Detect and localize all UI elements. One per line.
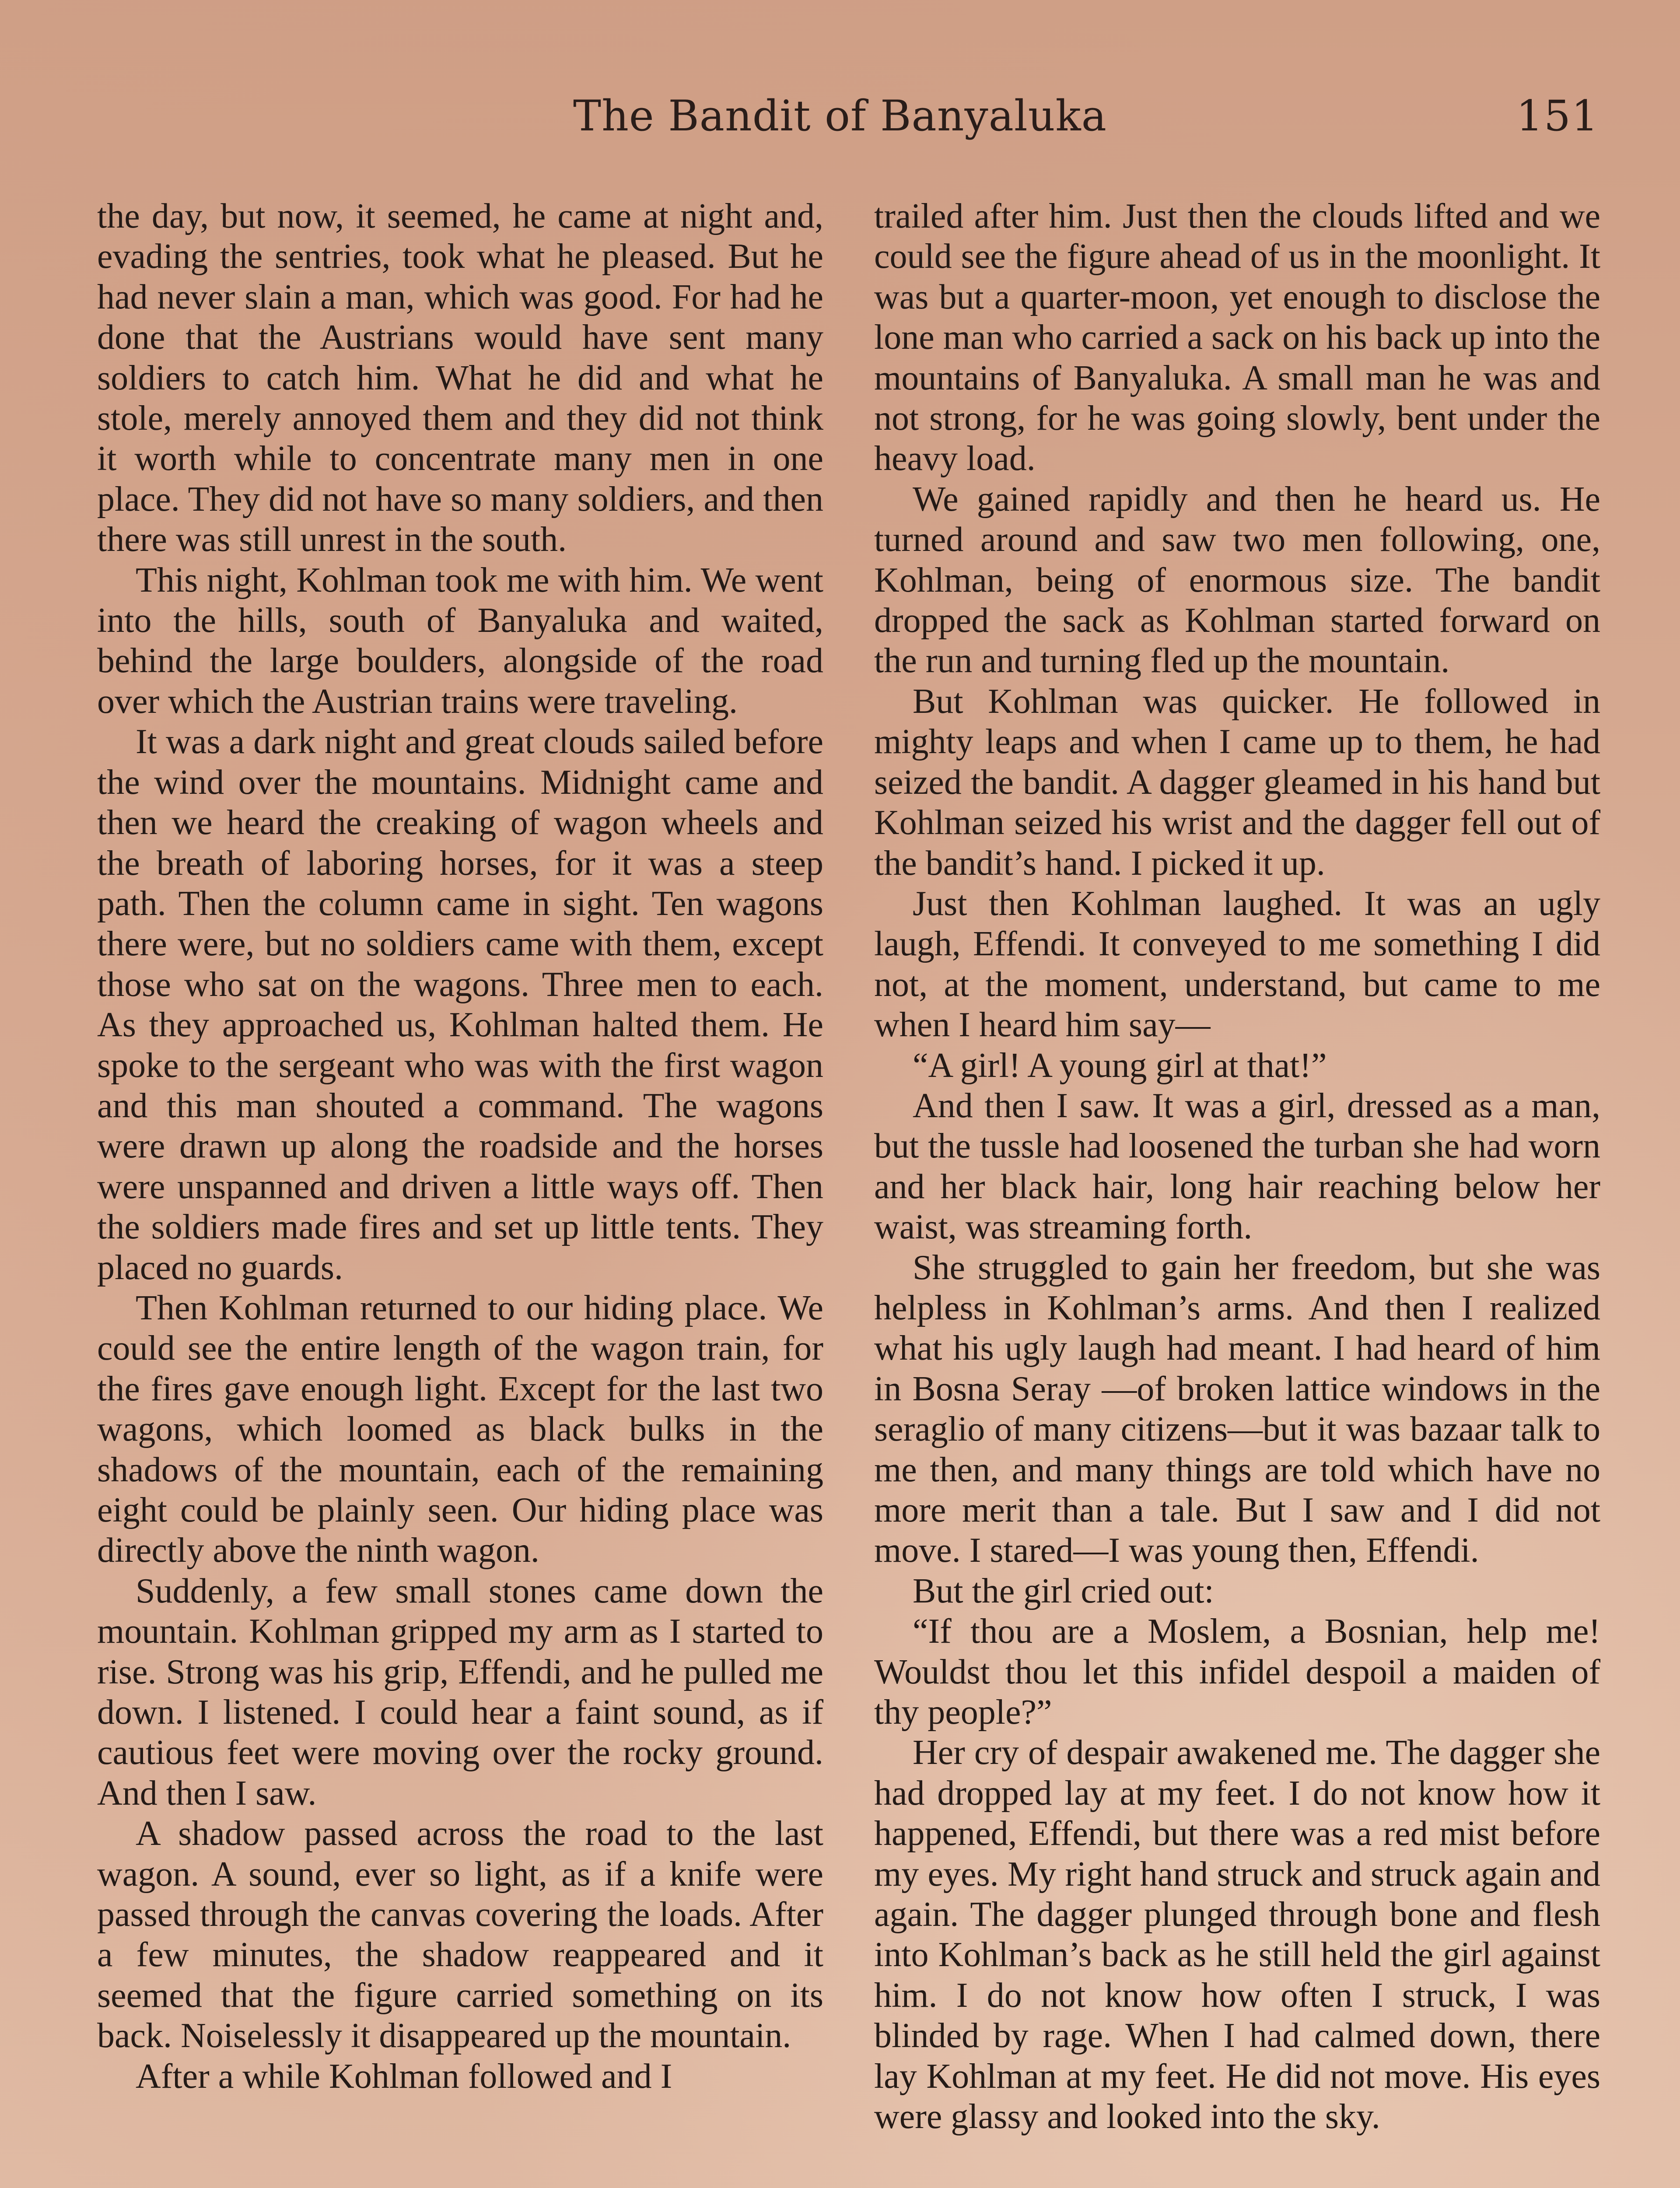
paragraph: We gained rapidly and then he heard us. He turned around and saw two men following, one, Kohlman, being of enormous size. The bandit dropped the sack as Kohlman started forward on the run and turning fled up the mountain. bbox=[874, 480, 1600, 680]
page-header bbox=[0, 85, 1680, 147]
paragraph: A shadow passed across the road to the last wagon. A sound, ever so light, as if a knife were passed through the canvas covering the loads. After a few minutes, the shadow reappeared and it seemed that the figure carried something on its back. Noiselessly it disappeared up the mountain. bbox=[97, 1814, 823, 2055]
running-title: The Bandit of Banyaluka bbox=[573, 91, 1107, 140]
paragraph: Suddenly, a few small stones came down the mountain. Kohlman gripped my arm as I started to rise. Strong was his grip, Effendi, and he pulled me down. I listened. I could hear a faint sound, as if cautious feet were moving over the rocky ground. And then I saw. bbox=[97, 1571, 823, 1813]
paragraph: And then I saw. It was a girl, dressed as a man, but the tussle had loosened the turban she had worn and her black hair, long hair reaching below her waist, was streaming forth. bbox=[874, 1086, 1600, 1247]
paragraph: Her cry of despair awakened me. The dagger she had dropped lay at my feet. I do not know how it happened, Effendi, but there was a red mist before my eyes. My right hand struck and struck again and again. The dagger plunged through bone and flesh into Kohlman’s back as he still held the girl against him. I do not know how often I struck, I was blinded by rage. When I had calmed down, there lay Kohlman at my feet. He did not move. His eyes were glassy and looked into the sky. bbox=[874, 1733, 1600, 2136]
paragraph: After a while Kohlman followed and I bbox=[136, 2057, 672, 2096]
page-number: 151 bbox=[1516, 91, 1599, 140]
paragraph: the day, but now, it seemed, he came at night and, evading the sentries, took what he pleased. But he had never slain a man, which was good. For had he done that the Austrians would have sent many soldiers to catch him. What he did and what he stole, merely annoyed them and they did not think it worth while to concentrate many men in one place. They did not have so many soldiers, and then there was still unrest in the south. bbox=[97, 197, 823, 559]
paragraph: “A girl! A young girl at that!” bbox=[913, 1046, 1327, 1085]
paragraph: “If thou are a Moslem, a Bosnian, help me! Wouldst thou let this infidel despoil a maiden of thy people?” bbox=[874, 1612, 1600, 1732]
paragraph: But Kohlman was quicker. He followed in mighty leaps and when I came up to them, he had seized the bandit. A dagger gleamed in his hand but Kohlman seized his wrist and the dagger fell out of the bandit’s hand. I picked it up. bbox=[874, 682, 1600, 883]
paragraph: Just then Kohlman laughed. It was an ugly laugh, Effendi. It conveyed to me something I did not, at the moment, understand, but came to me when I heard him say— bbox=[874, 884, 1600, 1045]
paragraph: trailed after him. Just then the clouds lifted and we could see the figure ahead of us in the moonlight. It was but a quarter-moon, yet enough to disclose the lone man who carried a sack on his back up into the mountains of Banyaluka. A small man he was and not strong, for he was going slowly, bent under the heavy load. bbox=[874, 197, 1600, 478]
paragraph: Then Kohlman returned to our hiding place. We could see the entire length of the wagon train, for the fires gave enough light. Except for the last two wagons, which loomed as black bulks in the shadows of the mountain, each of the remaining eight could be plainly seen. Our hiding place was directly above the ninth wagon. bbox=[97, 1288, 823, 1570]
paragraph: But the girl cried out: bbox=[913, 1571, 1214, 1610]
paragraph: She struggled to gain her freedom, but she was helpless in Kohlman’s arms. And then I realized what his ugly laugh had meant. I had heard of him in Bosna Seray —of broken lattice windows in the seraglio of many citizens—but it was bazaar talk to me then, and many things are told which have no more merit than a tale. But I saw and I did not move. I stared—I was young then, Effendi. bbox=[874, 1248, 1600, 1570]
paragraph: This night, Kohlman took me with him. We went into the hills, south of Banyaluka and waited, behind the large boulders, alongside of the road over which the Austrian trains were traveling. bbox=[97, 561, 823, 721]
left-column bbox=[97, 196, 823, 2097]
right-column bbox=[874, 196, 1600, 2137]
paragraph: It was a dark night and great clouds sailed before the wind over the mountains. Midnight came and then we heard the creaking of wagon wheels and the breath of laboring horses, for it was a steep path. Then the column came in sight. Ten wagons there were, but no soldiers came with them, except those who sat on the wagons. Three men to each. As they approached us, Kohlman halted them. He spoke to the sergeant who was with the first wagon and this man shouted a command. The wagons were drawn up along the roadside and the horses were unspanned and driven a little ways off. Then the soldiers made fires and set up little tents. They placed no guards. bbox=[97, 722, 823, 1287]
